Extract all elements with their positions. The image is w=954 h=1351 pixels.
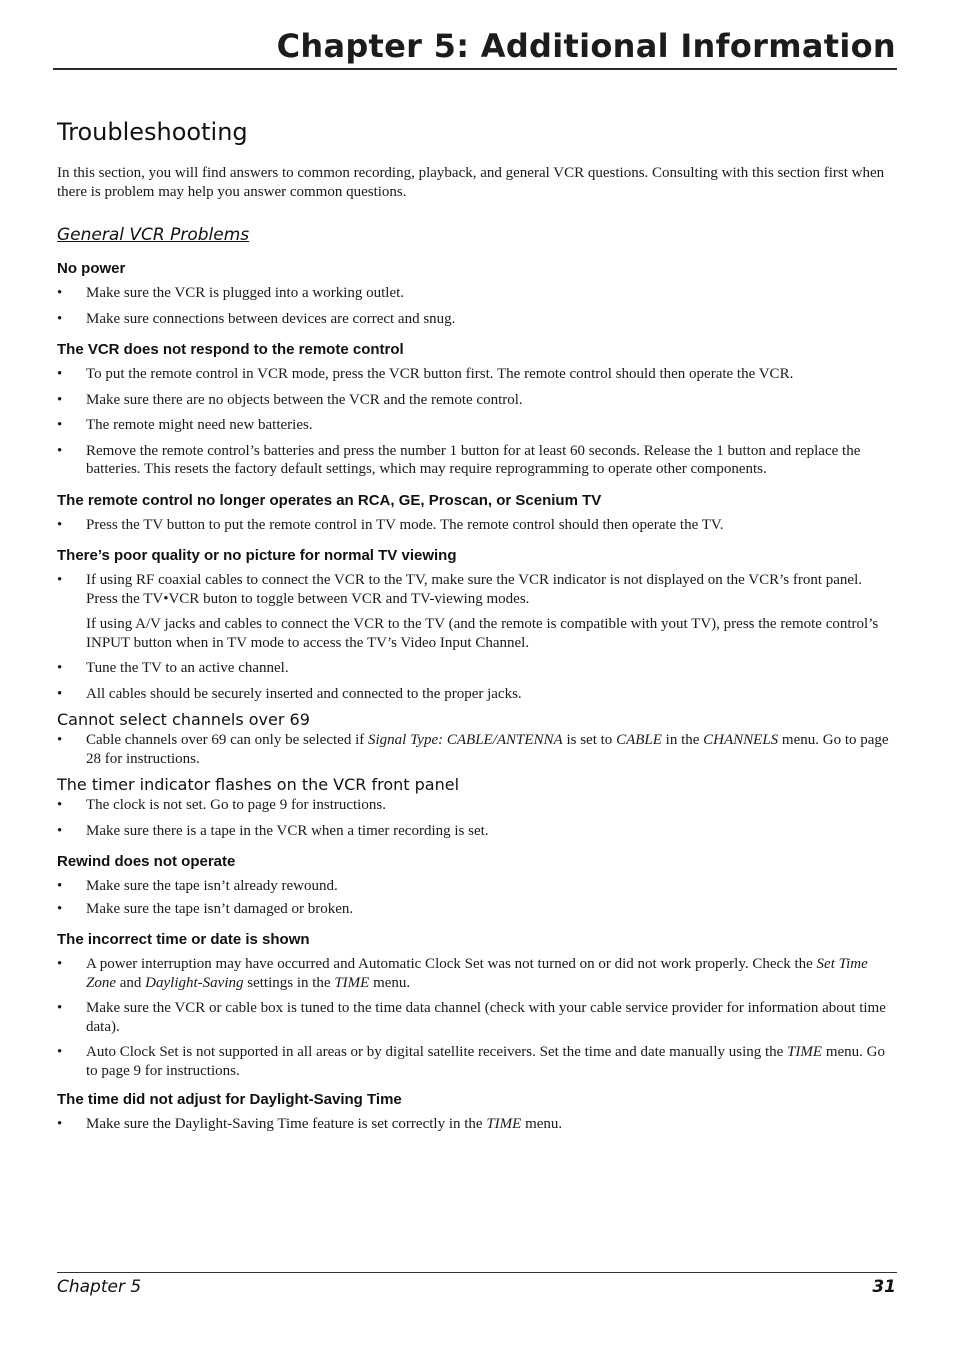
list-item-text: Make sure connections between devices are correct and snug.: [86, 310, 456, 327]
list-item-text: Remove the remote control’s batteries and press the number 1 button for at least 60 seconds. Release the 1 button and replace the batteries. This resets the factory default settings, which may require reprogramming to operate other components.: [86, 442, 861, 477]
problem-heading: The time did not adjust for Daylight-Saving Time: [57, 1091, 402, 1108]
list-item: [57, 310, 897, 329]
list-item-text: menu.: [369, 974, 411, 991]
menu-name: TIME: [787, 1044, 823, 1060]
list-item: [57, 900, 897, 919]
problem-channels-69: [57, 710, 897, 768]
bullet-icon: •: [57, 1044, 63, 1060]
list-item-text: Make sure the VCR is plugged into a working outlet.: [86, 285, 405, 301]
list-item-text: Make sure the VCR or cable box is tuned to the time data channel (check with your cable service provider for information about time data).: [86, 1000, 886, 1035]
solution-list: [57, 796, 897, 840]
problem-heading: The VCR does not respond to the remote control: [57, 341, 404, 358]
footer-chapter-label: Chapter 5: [57, 1277, 142, 1297]
bullet-icon: •: [57, 685, 63, 702]
list-item-text: Make sure there is a tape in the VCR when a timer recording is set.: [86, 822, 489, 839]
list-item: [57, 571, 897, 608]
list-item: [57, 659, 897, 678]
list-item-text: Make sure the Daylight-Saving Time feature is set correctly in the: [86, 1116, 487, 1132]
header-divider: [53, 68, 897, 70]
list-item: [57, 685, 897, 704]
problem-heading: The incorrect time or date is shown: [57, 931, 310, 948]
list-item-text: settings in the: [243, 974, 335, 991]
list-item-text: Tune the TV to an active channel.: [86, 660, 289, 676]
bullet-icon: •: [57, 572, 63, 588]
list-item-text: To put the remote control in VCR mode, press the VCR button first. The remote control should then operate the VCR.: [86, 366, 794, 382]
chapter-title: Chapter 5: Additional Information: [276, 27, 896, 65]
bullet-icon: •: [57, 878, 63, 894]
list-item-text: A power interruption may have occurred and Automatic Clock Set was not turned on or did not work properly. Check the: [86, 956, 817, 972]
problem-daylight-saving: [57, 1090, 897, 1134]
problem-heading: The remote control no longer operates an RCA, GE, Proscan, or Scenium TV: [57, 491, 602, 509]
list-item-text: The clock is not set. Go to page 9 for instructions.: [86, 797, 386, 813]
list-item: [57, 731, 897, 768]
subsection-title: General VCR Problems: [57, 225, 250, 245]
list-item: [57, 822, 897, 841]
list-item-text: is set to: [562, 732, 617, 748]
problem-heading: There’s poor quality or no picture for normal TV viewing: [57, 547, 457, 564]
menu-option-name: Signal Type: CABLE/ANTENNA: [367, 732, 563, 748]
solution-list: [57, 1115, 897, 1134]
list-item: [57, 416, 897, 435]
problem-no-power: [57, 259, 897, 328]
list-item-text: Cable channels over 69 can only be selected if: [86, 732, 368, 748]
bullet-icon: •: [57, 391, 63, 408]
list-item: [57, 1115, 897, 1134]
bullet-icon: •: [57, 516, 63, 533]
list-item-continuation: If using A/V jacks and cables to connect the VCR to the TV (and the remote is compatible with yout TV), press the remote control’s INPUT button when in TV mode to access the TV’s Video Input Channel.: [86, 616, 879, 651]
list-item: [57, 1043, 897, 1080]
list-item: [57, 796, 897, 815]
solution-list: [57, 955, 897, 1080]
solution-list: [57, 877, 897, 918]
list-item: [57, 365, 897, 384]
list-item: [57, 955, 897, 992]
intro-paragraph: In this section, you will find answers to common recording, playback, and general VCR questions. Consulting with this section first when there is problem may help you answer common questions.: [57, 165, 885, 200]
list-item: [57, 877, 897, 896]
menu-option-name: CABLE: [616, 732, 662, 748]
list-item-text: in the: [661, 732, 704, 748]
list-item-text: Auto Clock Set is not supported in all areas or by digital satellite receivers. Set the time and date manually using the: [86, 1044, 788, 1060]
problem-no-remote: [57, 340, 897, 479]
list-item: [57, 999, 897, 1036]
menu-name: TIME: [486, 1116, 522, 1132]
list-item-text: If using RF coaxial cables to connect the VCR to the TV, make sure the VCR indicator is not displayed on the VCR’s front panel. Press the TV•VCR buton to toggle between VCR and TV-viewing modes.: [86, 572, 863, 607]
menu-option-name: Daylight-Saving: [145, 974, 244, 991]
problem-rewind: [57, 852, 897, 918]
section-title: Troubleshooting: [57, 118, 248, 146]
bullet-icon: •: [57, 956, 63, 972]
list-item-text: menu. Go to page 9 for instructions.: [86, 1044, 886, 1079]
problem-incorrect-time: [57, 930, 897, 1080]
bullet-icon: •: [57, 366, 63, 382]
list-item: [57, 284, 897, 303]
list-item-text: Make sure the tape isn’t already rewound.: [86, 878, 338, 894]
bullet-icon: •: [57, 1116, 63, 1132]
page-number: 31: [872, 1277, 896, 1297]
solution-list: [57, 571, 897, 608]
menu-name: TIME: [334, 974, 370, 991]
bullet-icon: •: [57, 797, 63, 813]
problem-poor-picture: [57, 546, 897, 703]
solution-list: [57, 284, 897, 328]
menu-option-name: Set Time Zone: [86, 956, 868, 991]
list-item-text: menu.: [521, 1116, 563, 1132]
bullet-icon: •: [57, 732, 63, 748]
bullet-icon: •: [57, 900, 63, 917]
list-item-text: menu. Go to page 28 for instructions.: [86, 732, 889, 767]
problem-timer-flash: [57, 775, 897, 840]
problem-heading: Cannot select channels over 69: [57, 710, 310, 729]
solution-list: [57, 659, 897, 703]
list-item: [57, 442, 897, 479]
list-item-text: The remote might need new batteries.: [86, 417, 313, 433]
bullet-icon: •: [57, 417, 63, 433]
list-item: [57, 391, 897, 410]
problem-heading: The timer indicator flashes on the VCR front panel: [57, 775, 460, 794]
solution-list: [57, 516, 897, 535]
list-item-text: Press the TV button to put the remote control in TV mode. The remote control should then operate the TV.: [86, 516, 724, 533]
list-item-text: All cables should be securely inserted and connected to the proper jacks.: [86, 685, 522, 702]
page-content: [57, 114, 897, 1141]
menu-name: CHANNELS: [703, 732, 779, 748]
list-item: [57, 516, 897, 535]
problem-heading: No power: [57, 260, 126, 277]
list-item-text: Make sure the tape isn’t damaged or broken.: [86, 900, 354, 917]
bullet-icon: •: [57, 1000, 63, 1016]
bullet-icon: •: [57, 822, 63, 839]
list-item-text: and: [116, 974, 146, 991]
bullet-icon: •: [57, 310, 63, 327]
bullet-icon: •: [57, 285, 63, 301]
bullet-icon: •: [57, 660, 63, 676]
list-item-text: Make sure there are no objects between the VCR and the remote control.: [86, 391, 523, 408]
problem-heading: Rewind does not operate: [57, 853, 236, 870]
solution-list: [57, 731, 897, 768]
problem-tv-brand: [57, 491, 897, 535]
bullet-icon: •: [57, 442, 63, 459]
footer-divider: [57, 1272, 897, 1273]
solution-list: [57, 365, 897, 479]
